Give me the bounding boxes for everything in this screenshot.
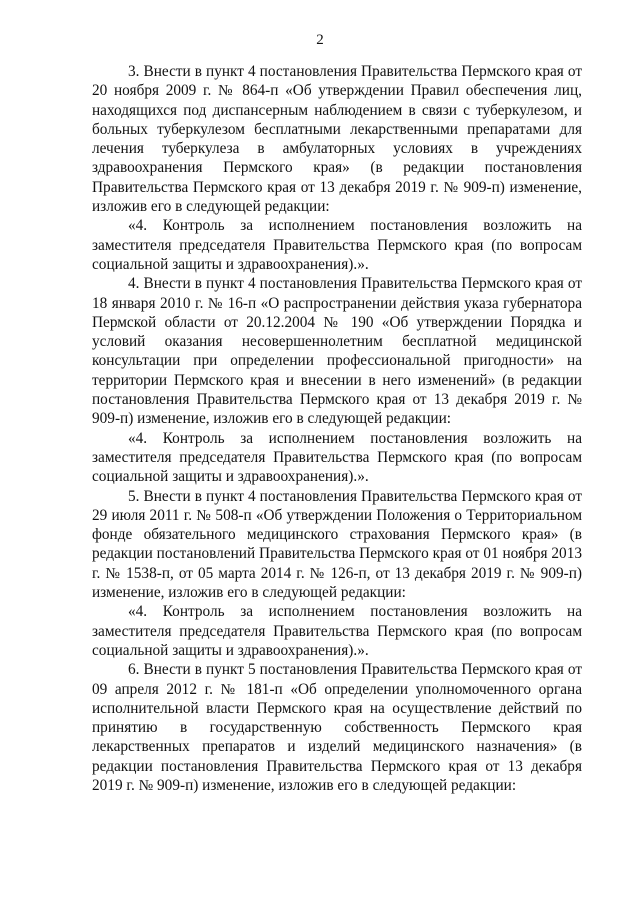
page-number: 2 — [316, 32, 324, 48]
paragraph-3-amendment: 3. Внести в пункт 4 постановления Правительства Пермского края от 20 ноября 2009 г. № 864-п «Об утверждении Правил обеспечения лиц, находящихся под диспансерным наблюдением в связи с туберкулезом, и больных туберкулезом бесплатными лекарственными препаратами для лечения туберкулеза в амбулаторных условиях в учреждениях здравоохранения Пермского края» (в редакции постановления Правительства Пермского края от 13 декабря 2019 г. № 909-п) изменение, изложив его в следующей редакции: — [92, 63, 582, 216]
paragraph-4-amendment: 4. Внести в пункт 4 постановления Правительства Пермского края от 18 января 2010 г. № 16-п «О распространении действия указа губернатора Пермской области от 20.12.2004 № 190 «Об утверждении Порядка и условий оказания несовершеннолетним бесплатной медицинской консультации при определении профессиональной пригодности» на территории Пермского края и внесении в него изменений» (в редакции постановления Правительства Пермского края от 13 декабря 2019 г. № 909-п) изменение, изложив его в следующей редакции: — [92, 275, 582, 428]
paragraph-5-amendment: 5. Внести в пункт 4 постановления Правительства Пермского края от 29 июля 2011 г. № 508-п «Об утверждении Положения о Территориальном фонде обязательного медицинского страхования Пермского края» (в редакции постановлений Правительства Пермского края от 01 ноября 2013 г. № 1538-п, от 05 марта 2014 г. № 126-п, от 13 декабря 2019 г. № 909-п) изменение, изложив его в следующей редакции: — [92, 487, 582, 602]
paragraph-6-amendment: 6. Внести в пункт 5 постановления Правительства Пермского края от 09 апреля 2012 г. № 181-п «Об определении уполномоченного органа исполнительной власти Пермского края на осуществление действий по принятию в государственную собственность Пермского края лекарственных препаратов и изделий медицинского назначения» (в редакции постановления Правительства Пермского края от 13 декабря 2019 г. № 909-п) изменение, изложив его в следующей редакции: — [92, 661, 582, 794]
paragraph-5-new-text: «4. Контроль за исполнением постановления возложить на заместителя председателя Правительства Пермского края (по вопросам социальной защиты и здравоохранения).». — [92, 603, 582, 659]
paragraph-3-new-text: «4. Контроль за исполнением постановления возложить на заместителя председателя Правительства Пермского края (по вопросам социальной защиты и здравоохранения).». — [92, 217, 582, 273]
document-body — [92, 62, 582, 795]
paragraph-4-new-text: «4. Контроль за исполнением постановления возложить на заместителя председателя Правительства Пермского края (по вопросам социальной защиты и здравоохранения).». — [92, 429, 582, 486]
